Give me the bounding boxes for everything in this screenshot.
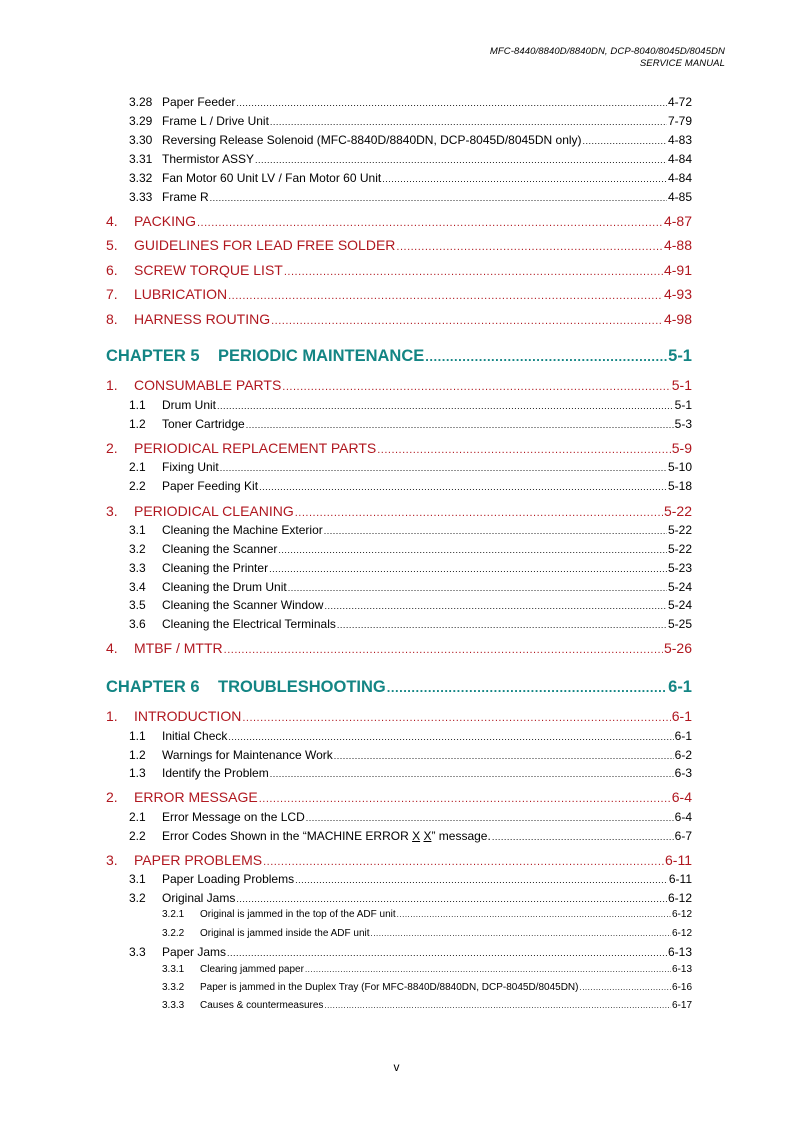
toc-entry[interactable] (129, 542, 692, 558)
toc-entry-title: Frame R (162, 190, 209, 204)
toc-entry-page: 5-26 (663, 640, 692, 656)
toc-entry-number: 3.31 (129, 152, 153, 166)
toc-entry-number: 2.1 (129, 810, 146, 824)
toc-entry-title: Cleaning the Drum Unit (162, 580, 287, 594)
toc-entry-title: Identify the Problem (162, 766, 269, 780)
toc-entry-page: 6-12 (671, 909, 692, 920)
toc-entry-number: 3.2 (129, 891, 146, 905)
toc-leader-dots (382, 174, 667, 184)
toc-entry-page: 5-25 (667, 617, 692, 631)
toc-entry-title: Clearing jammed paper (200, 964, 304, 975)
toc-leader-dots (305, 965, 671, 974)
toc-entry-number: 3.28 (129, 95, 153, 109)
toc-entry-page: 6-4 (671, 789, 692, 805)
toc-entry-title: PACKING (134, 213, 196, 229)
toc-entry[interactable] (129, 190, 692, 206)
toc-entry[interactable] (129, 171, 692, 187)
toc-entry-number: 3.4 (129, 580, 146, 594)
toc-entry[interactable] (106, 262, 692, 280)
toc-entry-title: PERIODICAL REPLACEMENT PARTS (134, 440, 377, 456)
toc-leader-dots (270, 769, 674, 779)
toc-entry-number: 2.1 (129, 460, 146, 474)
toc-entry-number: 4. (106, 213, 118, 229)
toc-entry-page: 6-2 (674, 748, 692, 762)
toc-entry[interactable] (106, 311, 692, 329)
toc-entry-page: 4-88 (663, 237, 692, 253)
toc-entry-page: 6-12 (667, 891, 692, 905)
toc-entry-number: 3.1 (129, 523, 146, 537)
toc-entry[interactable] (129, 460, 692, 476)
toc-entry-number: 2.2 (129, 829, 146, 843)
toc-entry-title: INTRODUCTION (134, 708, 242, 724)
toc-entry-number: 4. (106, 640, 118, 656)
toc-entry[interactable] (162, 928, 692, 942)
toc-entry-page: 4-85 (667, 190, 692, 204)
toc-leader-dots (282, 381, 670, 393)
toc-leader-dots (583, 136, 667, 146)
toc-chapter-entry[interactable] (106, 347, 692, 369)
toc-leader-dots (220, 463, 667, 473)
toc-leader-dots (284, 266, 663, 278)
toc-entry-page: 5-1 (668, 347, 692, 365)
toc-entry-title: CONSUMABLE PARTS (134, 377, 282, 393)
toc-entry-number: 3. (106, 852, 118, 868)
toc-entry[interactable] (106, 440, 692, 458)
toc-entry-title: Thermistor ASSY (162, 152, 255, 166)
toc-entry-page: 6-1 (668, 678, 692, 696)
toc-entry-title: Error Message on the LCD (162, 810, 305, 824)
toc-leader-dots (217, 401, 674, 411)
toc-entry-number: 3.3.2 (162, 982, 185, 993)
toc-entry-page: 4-83 (667, 133, 692, 147)
toc-entry-page: 6-11 (668, 872, 692, 886)
toc-entry-number: 3.33 (129, 190, 153, 204)
toc-entry-page: 5-18 (667, 479, 692, 493)
toc-leader-dots (271, 315, 663, 327)
toc-entry-number: 2. (106, 789, 118, 805)
toc-entry-page: 6-4 (674, 810, 692, 824)
toc-entry-number: 3.3.3 (162, 1000, 185, 1011)
toc-entry-page: 6-17 (671, 1000, 692, 1011)
toc-entry[interactable] (129, 748, 692, 764)
toc-entry-number: 3.3 (129, 561, 146, 575)
toc-entry[interactable] (129, 729, 692, 745)
toc-entry-page: 6-12 (671, 928, 692, 939)
toc-entry-page: 6-7 (674, 829, 692, 843)
toc-entry[interactable] (106, 789, 692, 807)
toc-leader-dots (324, 526, 667, 536)
toc-entry[interactable] (106, 503, 692, 521)
toc-entry-number: 5. (106, 237, 118, 253)
toc-entry-page: 4-91 (663, 262, 692, 278)
toc-entry-title: Causes & countermeasures (200, 1000, 324, 1011)
toc-entry-number: 1.2 (129, 417, 146, 431)
toc-entry-number: 3.1 (129, 872, 146, 886)
toc-entry-page: 6-1 (671, 708, 692, 724)
toc-entry[interactable] (129, 945, 692, 961)
toc-entry[interactable] (162, 1000, 692, 1014)
toc-leader-dots (306, 813, 674, 823)
toc-leader-dots (324, 601, 667, 611)
toc-entry-number: 2.2 (129, 479, 146, 493)
toc-entry-title: Frame L / Drive Unit (162, 114, 269, 128)
toc-entry-number: 1.1 (129, 398, 146, 412)
toc-entry-title: Fan Motor 60 Unit LV / Fan Motor 60 Unit (162, 171, 382, 185)
toc-entry[interactable] (129, 479, 692, 495)
toc-entry[interactable] (106, 640, 692, 658)
toc-leader-dots (334, 751, 674, 761)
toc-entry[interactable] (129, 95, 692, 111)
toc-entry[interactable] (129, 152, 692, 168)
toc-entry-number: 3.32 (129, 171, 153, 185)
toc-entry-number: 3.2.1 (162, 909, 185, 920)
toc-entry-title: Cleaning the Electrical Terminals (162, 617, 336, 631)
toc-leader-dots (259, 793, 671, 805)
toc-entry-number: 3.3 (129, 945, 146, 959)
toc-entry-title: Warnings for Maintenance Work (162, 748, 333, 762)
toc-entry-page: 5-22 (667, 523, 692, 537)
toc-leader-dots (228, 290, 663, 302)
toc-entry-page: 4-72 (667, 95, 692, 109)
toc-entry[interactable] (162, 909, 692, 923)
toc-entry-title: Paper is jammed in the Duplex Tray (For MFC-8840D/8840DN, DCP-8045D/8045DN) (200, 982, 579, 993)
toc-leader-dots (579, 983, 671, 992)
toc-entry-page: 5-3 (674, 417, 692, 431)
toc-entry-number: 1.2 (129, 748, 146, 762)
toc-entry-title: HARNESS ROUTING (134, 311, 271, 327)
toc-leader-dots (270, 117, 667, 127)
toc-leader-dots (396, 241, 663, 253)
toc-leader-dots (295, 875, 668, 885)
toc-entry-number: 1.1 (129, 729, 146, 743)
header-manual-title: SERVICE MANUAL (639, 58, 725, 69)
toc-leader-dots (228, 732, 673, 742)
toc-entry-page: 4-93 (663, 286, 692, 302)
toc-entry-title: Original is jammed in the top of the ADF unit (200, 909, 396, 920)
toc-entry-number: 3.6 (129, 617, 146, 631)
toc-entry[interactable] (129, 523, 692, 539)
toc-entry[interactable] (129, 133, 692, 149)
toc-leader-dots (236, 98, 667, 108)
toc-entry-page: 4-87 (663, 213, 692, 229)
toc-leader-dots (288, 583, 667, 593)
toc-entry[interactable] (162, 982, 692, 996)
toc-leader-dots (246, 420, 674, 430)
toc-entry-title: Reversing Release Solenoid (MFC-8840D/8840DN, DCP-8045D/8045DN only) (162, 133, 582, 147)
toc-entry-title: Drum Unit (162, 398, 217, 412)
toc-entry-title: Error Codes Shown in the “MACHINE ERROR X X” message. (162, 829, 491, 843)
toc-leader-dots (492, 832, 674, 842)
toc-entry-number: 3.5 (129, 598, 146, 612)
toc-entry-title: Toner Cartridge (162, 417, 245, 431)
toc-entry[interactable] (106, 852, 692, 870)
toc-entry-title: Paper Feeding Kit (162, 479, 259, 493)
toc-entry-page: 6-13 (671, 964, 692, 975)
toc-entry[interactable] (129, 617, 692, 633)
toc-entry[interactable] (129, 810, 692, 826)
toc-leader-dots (269, 564, 667, 574)
toc-leader-dots (263, 856, 664, 868)
toc-leader-dots (397, 910, 671, 919)
toc-entry-title: GUIDELINES FOR LEAD FREE SOLDER (134, 237, 396, 253)
toc-entry[interactable] (129, 114, 692, 130)
toc-leader-dots (337, 620, 667, 630)
toc-entry-number: 3.2 (129, 542, 146, 556)
toc-entry-page: 5-23 (667, 561, 692, 575)
toc-leader-dots (227, 948, 667, 958)
toc-entry-page: 4-84 (667, 152, 692, 166)
toc-entry[interactable] (129, 891, 692, 907)
toc-entry[interactable] (129, 766, 692, 782)
toc-leader-dots (377, 444, 671, 456)
toc-entry-number: 3.29 (129, 114, 153, 128)
toc-entry-page: 5-22 (667, 542, 692, 556)
toc-entry-title: MTBF / MTTR (134, 640, 223, 656)
toc-leader-dots (255, 155, 667, 165)
toc-leader-dots (236, 894, 667, 904)
toc-entry-page: 6-3 (674, 766, 692, 780)
toc-entry-number: 3. (106, 503, 118, 519)
page-number: v (393, 1060, 400, 1074)
toc-entry-number: 1. (106, 708, 118, 724)
toc-entry[interactable] (106, 286, 692, 304)
toc-entry-number: CHAPTER 5 (106, 347, 200, 365)
toc-entry-number: 2. (106, 440, 118, 456)
toc-leader-dots (371, 929, 671, 938)
toc-leader-dots (324, 1001, 671, 1010)
toc-entry-title: ERROR MESSAGE (134, 789, 258, 805)
toc-entry-page: 5-10 (667, 460, 692, 474)
toc-entry-page: 4-98 (663, 311, 692, 327)
toc-chapter-entry[interactable] (106, 678, 692, 700)
toc-entry-number: 1. (106, 377, 118, 393)
toc-leader-dots (387, 680, 667, 695)
toc-entry-page: 6-16 (671, 982, 692, 993)
toc-entry[interactable] (106, 237, 692, 255)
toc-entry-page: 6-1 (674, 729, 692, 743)
toc-entry-title: Cleaning the Machine Exterior (162, 523, 323, 537)
toc-entry-number: CHAPTER 6 (106, 678, 200, 696)
toc-entry-title: Original Jams (162, 891, 236, 905)
toc-leader-dots (197, 217, 663, 229)
toc-entry[interactable] (129, 580, 692, 596)
toc-entry-title: Original is jammed inside the ADF unit (200, 928, 370, 939)
toc-entry-page: 5-24 (667, 598, 692, 612)
toc-entry-title: PAPER PROBLEMS (134, 852, 263, 868)
toc-leader-dots (278, 545, 667, 555)
toc-entry-title: SCREW TORQUE LIST (134, 262, 283, 278)
toc-entry-title: Cleaning the Scanner Window (162, 598, 324, 612)
toc-entry-title: TROUBLESHOOTING (218, 678, 386, 696)
toc-entry-page: 6-13 (667, 945, 692, 959)
toc-entry-title: Paper Loading Problems (162, 872, 295, 886)
toc-entry-number: 6. (106, 262, 118, 278)
header-models: MFC-8440/8840D/8840DN, DCP-8040/8045D/8045DN (489, 46, 725, 57)
toc-entry-title: Cleaning the Scanner (162, 542, 278, 556)
toc-entry-page: 6-11 (665, 852, 692, 868)
toc-entry-title: Paper Feeder (162, 95, 236, 109)
toc-leader-dots (295, 507, 663, 519)
toc-entry-number: 1.3 (129, 766, 146, 780)
toc-entry-page: 4-84 (667, 171, 692, 185)
toc-entry-title: Fixing Unit (162, 460, 219, 474)
toc-entry[interactable] (129, 872, 692, 888)
toc-entry[interactable] (129, 829, 692, 845)
toc-leader-dots (210, 193, 667, 203)
toc-entry-title: PERIODICAL CLEANING (134, 503, 294, 519)
toc-entry-page: 7-79 (667, 114, 692, 128)
toc-entry[interactable] (129, 417, 692, 433)
toc-entry[interactable] (106, 708, 692, 726)
toc-entry[interactable] (162, 964, 692, 978)
toc-entry-number: 7. (106, 286, 118, 302)
toc-entry-number: 8. (106, 311, 118, 327)
toc-entry[interactable] (106, 377, 692, 395)
toc-entry-title: PERIODIC MAINTENANCE (218, 347, 425, 365)
toc-entry[interactable] (129, 598, 692, 614)
toc-entry[interactable] (129, 561, 692, 577)
toc-entry-number: 3.3.1 (162, 964, 185, 975)
toc-entry-title: Initial Check (162, 729, 228, 743)
toc-entry-page: 5-24 (667, 580, 692, 594)
toc-entry-number: 3.30 (129, 133, 153, 147)
toc-entry[interactable] (129, 398, 692, 414)
toc-entry-number: 3.2.2 (162, 928, 185, 939)
toc-leader-dots (224, 644, 663, 656)
toc-leader-dots (425, 349, 667, 364)
toc-entry-title: LUBRICATION (134, 286, 228, 302)
toc-leader-dots (259, 482, 667, 492)
toc-leader-dots (242, 712, 670, 724)
toc-entry-title: Paper Jams (162, 945, 227, 959)
toc-entry-page: 5-1 (671, 377, 692, 393)
toc-entry[interactable] (106, 213, 692, 231)
toc-entry-page: 5-1 (674, 398, 692, 412)
toc-entry-page: 5-22 (663, 503, 692, 519)
toc-entry-title: Cleaning the Printer (162, 561, 269, 575)
toc-entry-page: 5-9 (671, 440, 692, 456)
